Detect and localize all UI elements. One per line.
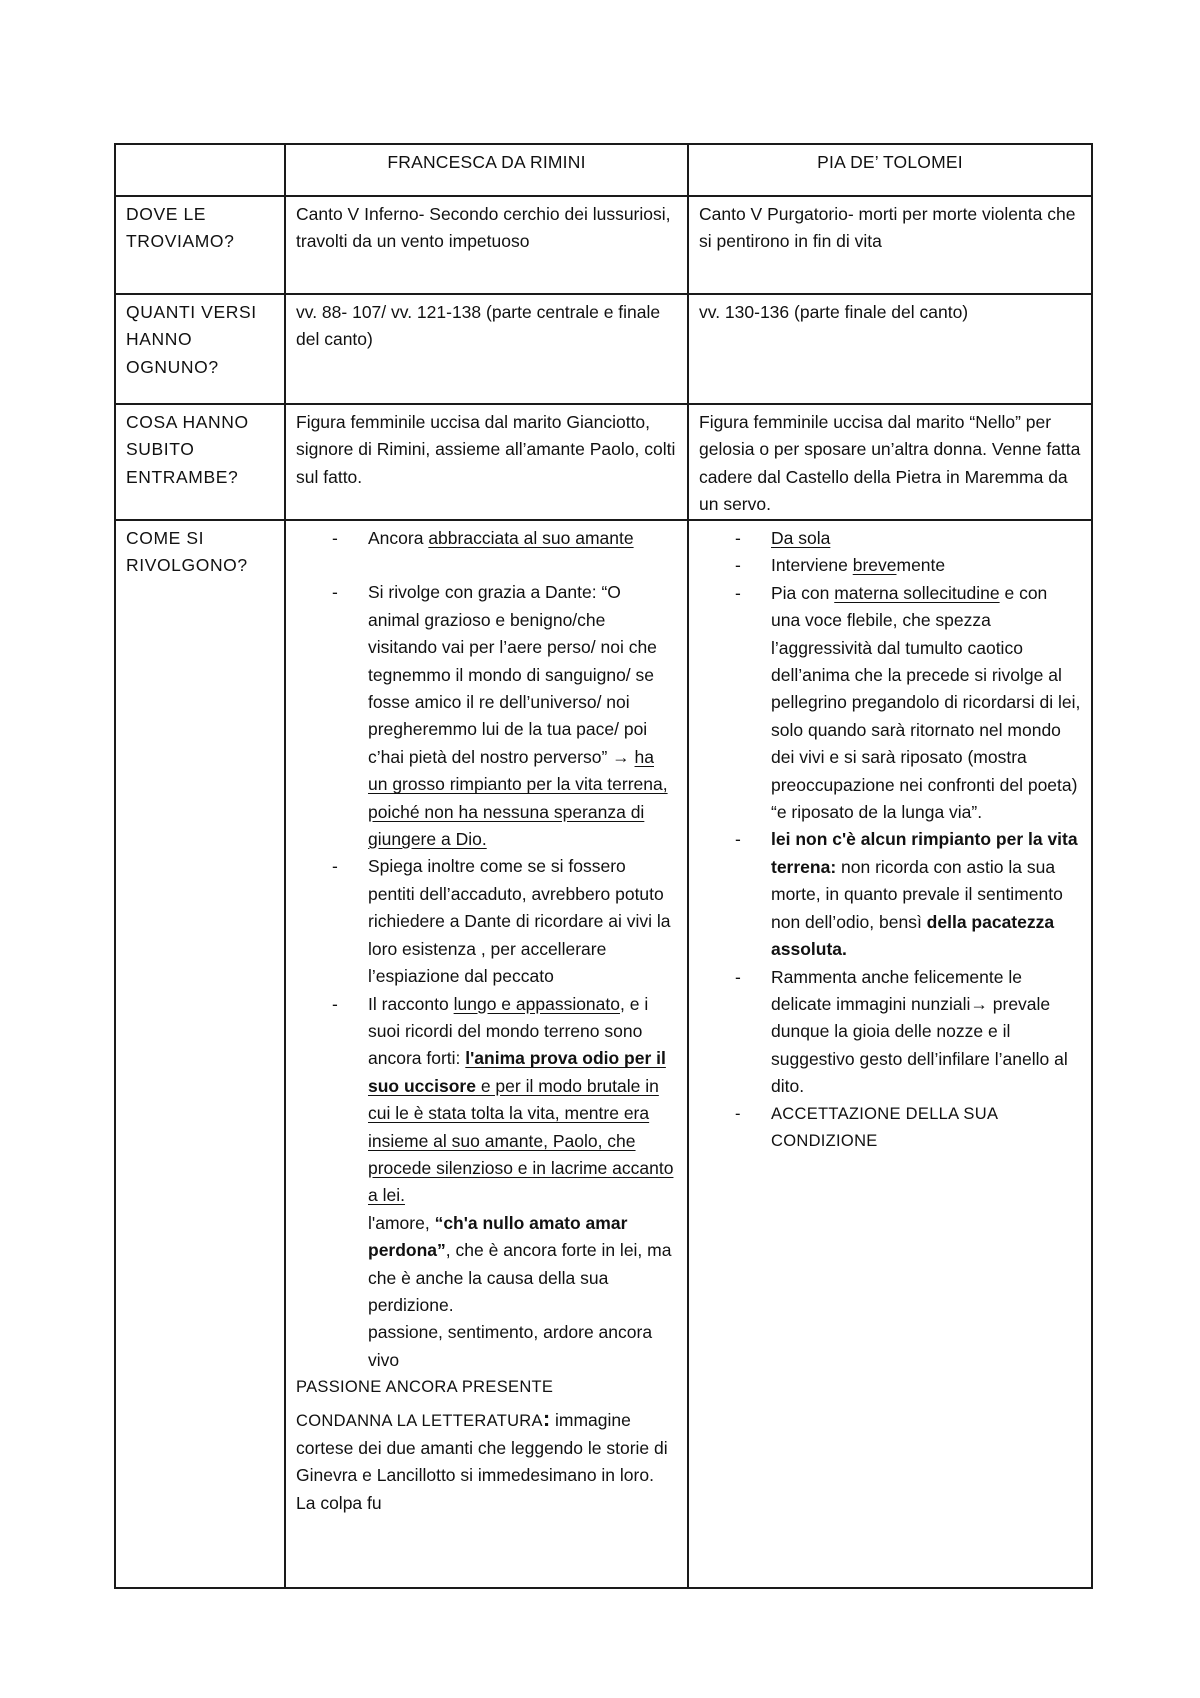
list-item: - Interviene brevemente (699, 552, 1081, 579)
list-item: - Ancora abbracciata al suo amante (296, 525, 677, 552)
header-pia: PIA DE’ TOLOMEI (688, 144, 1092, 196)
passione-presente-label: PASSIONE ANCORA PRESENTE (296, 1378, 554, 1397)
cell-francesca-subito: Figura femminile uccisa dal marito Gianciotto, signore di Rimini, assieme all’amante Paolo, colti sul fatto. (285, 404, 688, 520)
arrow-right-icon: → (612, 746, 630, 767)
cell-pia-versi: vv. 130-136 (parte finale del canto) (688, 294, 1092, 404)
francesca-bullet-list (296, 525, 677, 1210)
comparison-table (114, 143, 1093, 1589)
list-item: - Il racconto lungo e appassionato, e i suoi ricordi del mondo terreno sono ancora forti: l'anima prova odio per il suo uccisore e per il modo brutale in cui le è stata tolta la vita, mentre era insieme al suo amante, Paolo, che procede silenzioso e in lacrime accanto a lei. (296, 991, 677, 1210)
amore-paragraph: l'amore, “ch'a nullo amato amar perdona”, che è ancora forte in lei, ma che è anche la causa della sua perdizione. (368, 1212, 672, 1315)
list-item: - Rammenta anche felicemente le delicate immagini nunziali→ prevale dunque la gioia delle nozze e il suggestivo gesto dell’infilare l’anello al dito. (699, 964, 1081, 1101)
cell-pia-subito: Figura femminile uccisa dal marito “Nello” per gelosia o per sposare un’altra donna. Venne fatta cadere dal Castello della Pietra in Maremma da un servo. (688, 404, 1092, 520)
cell-francesca-versi: vv. 88- 107/ vv. 121-138 (parte centrale e finale del canto) (285, 294, 688, 404)
cell-francesca-rivolgono (285, 520, 688, 1588)
cell-pia-dove: Canto V Purgatorio- morti per morte violenta che si pentirono in fin di vita (688, 196, 1092, 294)
list-item: - ACCETTAZIONE DELLA SUA CONDIZIONE (699, 1101, 1081, 1156)
passione-paragraph: passione, sentimento, ardore ancora vivo (368, 1322, 653, 1370)
pia-bullet-list (699, 525, 1081, 1155)
question-subito: COSA HANNO SUBITO ENTRAMBE? (115, 404, 285, 520)
cell-pia-rivolgono (688, 520, 1092, 1588)
table-row (115, 294, 1092, 404)
list-item: - Da sola (699, 525, 1081, 552)
list-item: - Si rivolge con grazia a Dante: “O animal grazioso e benigno/che visitando vai per l’aere perso/ noi che tegnemmo il mondo di sanguigno/ se fosse amico il re dell’universo/ noi pregheremmo lui de la tua pace/ poi c’hai pietà del nostro perverso” → ha un grosso rimpianto per la vita terrena, poiché non ha nessuna speranza di giungere a Dio. (296, 579, 677, 853)
header-row (115, 144, 1092, 196)
question-versi: QUANTI VERSI HANNO OGNUNO? (115, 294, 285, 404)
corner-cell (115, 144, 285, 196)
list-item: - Pia con materna sollecitudine e con una voce flebile, che spezza l’aggressività dal tumulto caotico dell’anima che la precede si rivolge al pellegrino pregandolo di ricordarsi di lei, solo quando sarà ritornato nel mondo dei vivi e si sarà riposato (mostra preoccupazione nei confronti del poeta) “e riposato de la lunga via”. (699, 580, 1081, 827)
table-row (115, 520, 1092, 1588)
cell-francesca-dove: Canto V Inferno- Secondo cerchio dei lussuriosi, travolti da un vento impetuoso (285, 196, 688, 294)
question-dove: DOVE LE TROVIAMO? (115, 196, 285, 294)
table-row (115, 404, 1092, 520)
table-row (115, 196, 1092, 294)
header-francesca: FRANCESCA DA RIMINI (285, 144, 688, 196)
condanna-paragraph: CONDANNA LA LETTERATURA: immagine cortese dei due amanti che leggendo le storie di Ginevra e Lancillotto si immedesimano in loro. La colpa fu (296, 1405, 668, 1513)
question-rivolgono: COME SI RIVOLGONO? (115, 520, 285, 1588)
arrow-right-icon: → (970, 993, 988, 1014)
list-item: - Spiega inoltre come se si fossero pentiti dell’accaduto, avrebbero potuto richiedere a Dante di ricordare ai vivi la loro esistenza , per accellerare l’espiazione dal peccato (296, 853, 677, 990)
list-item: - lei non c'è alcun rimpianto per la vita terrena: non ricorda con astio la sua morte, in quanto prevale il sentimento non dell’odio, bensì della pacatezza assoluta. (699, 826, 1081, 963)
